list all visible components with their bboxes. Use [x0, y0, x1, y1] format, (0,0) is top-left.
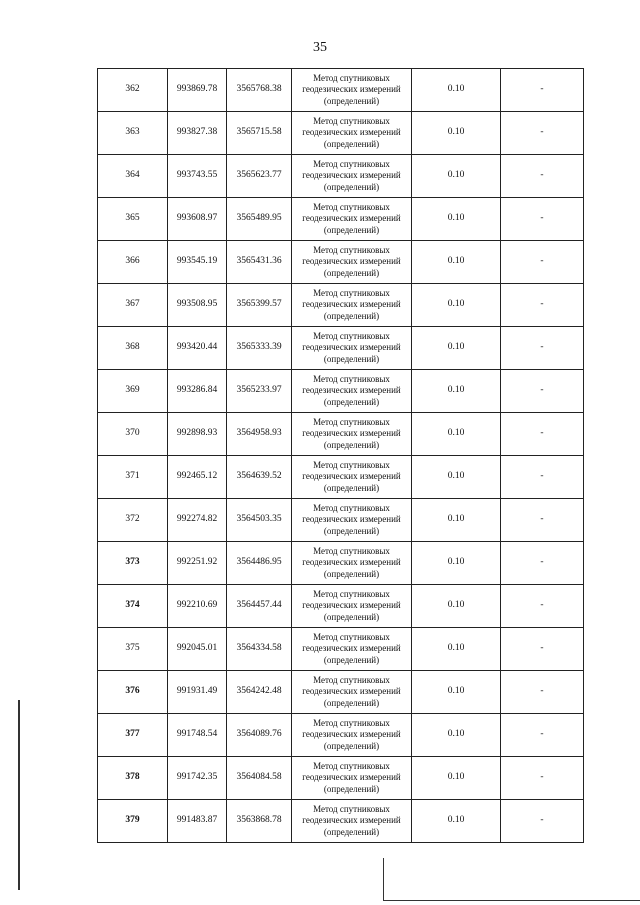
point-number-cell: 368	[98, 327, 168, 370]
method-line: геодезических измерений	[302, 471, 401, 482]
point-number-cell: 379	[98, 800, 168, 843]
table-row	[98, 628, 584, 671]
point-number-cell: 371	[98, 456, 168, 499]
table-row	[98, 456, 584, 499]
y-coordinate-cell: 3565333.39	[227, 327, 292, 370]
method-line: (определений)	[323, 482, 380, 493]
method-line: Метод спутниковых	[313, 632, 390, 643]
note-cell: -	[501, 800, 584, 843]
point-number-cell: 373	[98, 542, 168, 585]
table-row	[98, 714, 584, 757]
method-line: геодезических измерений	[302, 428, 401, 439]
method-cell	[292, 284, 412, 327]
coordinates-table-wrapper	[97, 68, 583, 843]
method-line: геодезических измерений	[302, 815, 401, 826]
accuracy-cell: 0.10	[412, 542, 501, 585]
table-row	[98, 499, 584, 542]
note-cell: -	[501, 585, 584, 628]
method-line: геодезических измерений	[302, 213, 401, 224]
method-line: (определений)	[323, 95, 380, 106]
point-number-cell: 375	[98, 628, 168, 671]
method-cell	[292, 800, 412, 843]
x-coordinate-cell: 991483.87	[168, 800, 227, 843]
method-line: (определений)	[323, 654, 380, 665]
method-line: геодезических измерений	[302, 84, 401, 95]
point-number-cell: 363	[98, 112, 168, 155]
method-line: геодезических измерений	[302, 600, 401, 611]
method-line: Метод спутниковых	[313, 460, 390, 471]
method-line: Метод спутниковых	[313, 288, 390, 299]
accuracy-cell: 0.10	[412, 69, 501, 112]
method-line: (определений)	[323, 138, 380, 149]
table-row	[98, 241, 584, 284]
table-row	[98, 198, 584, 241]
note-cell: -	[501, 327, 584, 370]
method-line: (определений)	[323, 396, 380, 407]
method-cell	[292, 327, 412, 370]
method-cell	[292, 499, 412, 542]
x-coordinate-cell: 992210.69	[168, 585, 227, 628]
table-row	[98, 155, 584, 198]
method-cell	[292, 757, 412, 800]
x-coordinate-cell: 993508.95	[168, 284, 227, 327]
method-line: Метод спутниковых	[313, 675, 390, 686]
y-coordinate-cell: 3564486.95	[227, 542, 292, 585]
point-number-cell: 378	[98, 757, 168, 800]
point-number-cell: 367	[98, 284, 168, 327]
y-coordinate-cell: 3564242.48	[227, 671, 292, 714]
note-cell: -	[501, 112, 584, 155]
x-coordinate-cell: 992465.12	[168, 456, 227, 499]
x-coordinate-cell: 993827.38	[168, 112, 227, 155]
y-coordinate-cell: 3565715.58	[227, 112, 292, 155]
scan-vertical-rule	[383, 858, 384, 900]
note-cell: -	[501, 714, 584, 757]
method-cell	[292, 456, 412, 499]
point-number-cell: 369	[98, 370, 168, 413]
method-cell	[292, 628, 412, 671]
note-cell: -	[501, 671, 584, 714]
note-cell: -	[501, 155, 584, 198]
accuracy-cell: 0.10	[412, 800, 501, 843]
method-line: геодезических измерений	[302, 729, 401, 740]
note-cell: -	[501, 499, 584, 542]
point-number-cell: 362	[98, 69, 168, 112]
accuracy-cell: 0.10	[412, 155, 501, 198]
method-line: Метод спутниковых	[313, 589, 390, 600]
method-line: геодезических измерений	[302, 643, 401, 654]
y-coordinate-cell: 3564334.58	[227, 628, 292, 671]
y-coordinate-cell: 3564089.76	[227, 714, 292, 757]
point-number-cell: 377	[98, 714, 168, 757]
note-cell: -	[501, 284, 584, 327]
coordinates-table	[97, 68, 584, 843]
method-line: Метод спутниковых	[313, 761, 390, 772]
y-coordinate-cell: 3564639.52	[227, 456, 292, 499]
method-line: геодезических измерений	[302, 514, 401, 525]
table-row	[98, 413, 584, 456]
method-line: Метод спутниковых	[313, 718, 390, 729]
accuracy-cell: 0.10	[412, 112, 501, 155]
y-coordinate-cell: 3564084.58	[227, 757, 292, 800]
accuracy-cell: 0.10	[412, 413, 501, 456]
table-row	[98, 112, 584, 155]
accuracy-cell: 0.10	[412, 241, 501, 284]
method-line: (определений)	[323, 697, 380, 708]
method-line: (определений)	[323, 267, 380, 278]
method-line: Метод спутниковых	[313, 417, 390, 428]
note-cell: -	[501, 542, 584, 585]
accuracy-cell: 0.10	[412, 327, 501, 370]
method-cell	[292, 112, 412, 155]
x-coordinate-cell: 991931.49	[168, 671, 227, 714]
page-number: 35	[313, 40, 327, 55]
x-coordinate-cell: 992898.93	[168, 413, 227, 456]
method-cell	[292, 585, 412, 628]
method-cell	[292, 241, 412, 284]
method-cell	[292, 714, 412, 757]
x-coordinate-cell: 993286.84	[168, 370, 227, 413]
x-coordinate-cell: 992274.82	[168, 499, 227, 542]
y-coordinate-cell: 3563868.78	[227, 800, 292, 843]
note-cell: -	[501, 370, 584, 413]
y-coordinate-cell: 3565431.36	[227, 241, 292, 284]
method-line: геодезических измерений	[302, 256, 401, 267]
method-line: (определений)	[323, 224, 380, 235]
method-line: (определений)	[323, 568, 380, 579]
x-coordinate-cell: 993420.44	[168, 327, 227, 370]
y-coordinate-cell: 3564457.44	[227, 585, 292, 628]
method-line: геодезических измерений	[302, 170, 401, 181]
method-line: Метод спутниковых	[313, 159, 390, 170]
note-cell: -	[501, 757, 584, 800]
x-coordinate-cell: 992251.92	[168, 542, 227, 585]
method-line: геодезических измерений	[302, 127, 401, 138]
method-cell	[292, 69, 412, 112]
method-line: Метод спутниковых	[313, 202, 390, 213]
method-line: геодезических измерений	[302, 772, 401, 783]
method-line: (определений)	[323, 826, 380, 837]
accuracy-cell: 0.10	[412, 499, 501, 542]
method-line: (определений)	[323, 181, 380, 192]
note-cell: -	[501, 198, 584, 241]
method-line: (определений)	[323, 611, 380, 622]
method-line: геодезических измерений	[302, 385, 401, 396]
y-coordinate-cell: 3565489.95	[227, 198, 292, 241]
table-body	[98, 69, 584, 843]
method-line: Метод спутниковых	[313, 374, 390, 385]
method-cell	[292, 542, 412, 585]
method-cell	[292, 413, 412, 456]
point-number-cell: 372	[98, 499, 168, 542]
accuracy-cell: 0.10	[412, 757, 501, 800]
y-coordinate-cell: 3565768.38	[227, 69, 292, 112]
x-coordinate-cell: 993743.55	[168, 155, 227, 198]
x-coordinate-cell: 992045.01	[168, 628, 227, 671]
method-line: (определений)	[323, 740, 380, 751]
accuracy-cell: 0.10	[412, 284, 501, 327]
scan-bottom-rule	[383, 900, 640, 901]
note-cell: -	[501, 628, 584, 671]
method-line: геодезических измерений	[302, 342, 401, 353]
accuracy-cell: 0.10	[412, 585, 501, 628]
method-line: (определений)	[323, 783, 380, 794]
method-line: геодезических измерений	[302, 686, 401, 697]
method-cell	[292, 370, 412, 413]
method-line: Метод спутниковых	[313, 804, 390, 815]
note-cell: -	[501, 456, 584, 499]
table-row	[98, 757, 584, 800]
method-line: (определений)	[323, 310, 380, 321]
method-cell	[292, 198, 412, 241]
point-number-cell: 365	[98, 198, 168, 241]
accuracy-cell: 0.10	[412, 628, 501, 671]
method-line: геодезических измерений	[302, 557, 401, 568]
note-cell: -	[501, 413, 584, 456]
table-row	[98, 69, 584, 112]
accuracy-cell: 0.10	[412, 714, 501, 757]
x-coordinate-cell: 993608.97	[168, 198, 227, 241]
method-line: (определений)	[323, 525, 380, 536]
y-coordinate-cell: 3565233.97	[227, 370, 292, 413]
y-coordinate-cell: 3565623.77	[227, 155, 292, 198]
point-number-cell: 374	[98, 585, 168, 628]
table-row	[98, 585, 584, 628]
point-number-cell: 366	[98, 241, 168, 284]
method-line: (определений)	[323, 439, 380, 450]
table-row	[98, 671, 584, 714]
y-coordinate-cell: 3564958.93	[227, 413, 292, 456]
table-row	[98, 542, 584, 585]
method-line: геодезических измерений	[302, 299, 401, 310]
note-cell: -	[501, 69, 584, 112]
x-coordinate-cell: 991742.35	[168, 757, 227, 800]
table-row	[98, 370, 584, 413]
scan-margin-line	[18, 700, 20, 890]
x-coordinate-cell: 993869.78	[168, 69, 227, 112]
accuracy-cell: 0.10	[412, 370, 501, 413]
method-line: Метод спутниковых	[313, 503, 390, 514]
x-coordinate-cell: 991748.54	[168, 714, 227, 757]
point-number-cell: 364	[98, 155, 168, 198]
point-number-cell: 370	[98, 413, 168, 456]
point-number-cell: 376	[98, 671, 168, 714]
table-row	[98, 800, 584, 843]
method-line: Метод спутниковых	[313, 546, 390, 557]
accuracy-cell: 0.10	[412, 671, 501, 714]
method-cell	[292, 155, 412, 198]
note-cell: -	[501, 241, 584, 284]
method-line: Метод спутниковых	[313, 73, 390, 84]
method-cell	[292, 671, 412, 714]
method-line: Метод спутниковых	[313, 116, 390, 127]
method-line: (определений)	[323, 353, 380, 364]
table-row	[98, 327, 584, 370]
method-line: Метод спутниковых	[313, 245, 390, 256]
table-row	[98, 284, 584, 327]
accuracy-cell: 0.10	[412, 198, 501, 241]
accuracy-cell: 0.10	[412, 456, 501, 499]
y-coordinate-cell: 3564503.35	[227, 499, 292, 542]
x-coordinate-cell: 993545.19	[168, 241, 227, 284]
y-coordinate-cell: 3565399.57	[227, 284, 292, 327]
method-line: Метод спутниковых	[313, 331, 390, 342]
